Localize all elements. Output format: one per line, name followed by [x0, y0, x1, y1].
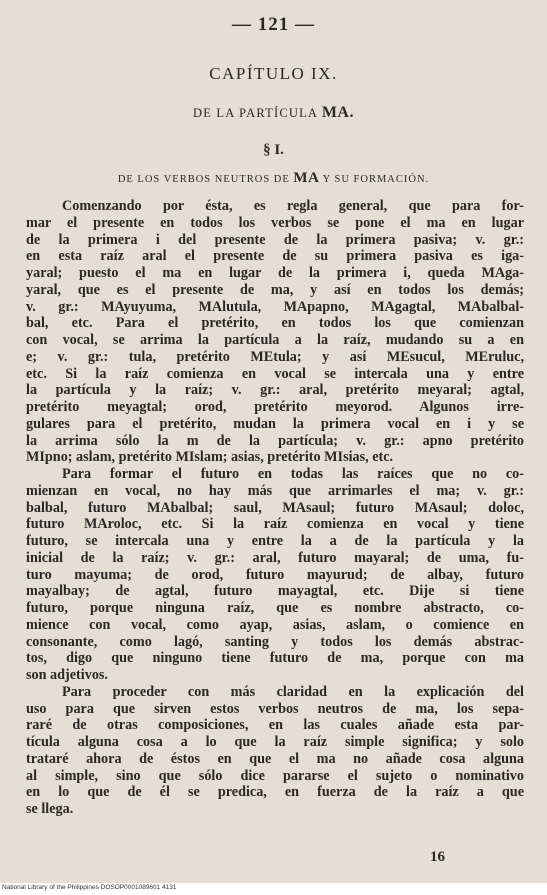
text-line: al simple, sino que sólo dice pararse el sujeto o nominativo	[26, 767, 524, 784]
footer-strip	[0, 883, 547, 895]
text-line: Comenzando por ésta, es regla general, que para for-	[62, 198, 524, 214]
chapter-subtitle-particle: MA.	[321, 104, 354, 121]
text-line: futuro, se intercala una y entre la a de la partícula y la	[26, 533, 524, 549]
chapter-subtitle	[0, 104, 547, 122]
text-line: en esta raíz aral el presente de su primera pasiva es iga-	[26, 248, 524, 265]
text-line: MIpno; aslam, pretérito MIslam; asias, pretérito MIsias, etc.	[26, 449, 394, 466]
text-line: la partícula y la raíz; v. gr.: aral, pretérito meyaral; agtal,	[26, 382, 524, 399]
section-heading-prefix: DE LOS VERBOS NEUTROS DE	[117, 174, 290, 185]
text-line: mienzan en vocal, no hay más que arrimarles el ma; v. gr.:	[26, 482, 524, 499]
text-line: futuro, porque ninguna raíz, que es nombre abstracto, co-	[26, 600, 524, 616]
chapter-title: CAPÍTULO IX.	[209, 64, 338, 83]
text-line: mar el presente en todos los verbos se pone el ma en lugar	[26, 214, 524, 231]
section-heading-particle: MA	[293, 170, 320, 186]
text-line: mayalbay; de agtal, futuro mayagtal, etc. Dije si tiene	[26, 583, 524, 600]
section-heading-suffix: Y SU FORMACIÓN.	[322, 174, 430, 185]
text-line: con vocal, se arrima la partícula a la raíz, mudando su a en	[26, 332, 524, 348]
text-line: e; v. gr.: tula, pretérito MEtula; y así MEsucul, MEruluc,	[26, 348, 524, 365]
text-line: futuro MAroloc, etc. Si la raíz comienza en vocal y tiene	[26, 516, 524, 533]
text-line: balbal, futuro MAbalbal; saul, MAsaul; futuro MAsaul; doloc,	[26, 499, 524, 516]
text-line: Para proceder con más claridad en la explicación del	[62, 683, 524, 700]
chapter-subtitle-text: DE LA PARTÍCULA	[193, 106, 318, 120]
section-heading	[0, 170, 547, 187]
text-line: bal, etc. Para el pretérito, en todos los que comienzan	[26, 315, 524, 332]
text-line: uso para que sirven estos verbos neutros de ma, los sepa-	[26, 700, 524, 717]
text-line: gulares para el pretérito, mudan la primera vocal en i y se	[26, 415, 524, 432]
text-line: turo mayuma; de orod, futuro mayurud; de albay, futuro	[26, 566, 524, 583]
text-line: se llega.	[26, 801, 74, 817]
text-line: tícula alguna cosa a lo que la raíz simple significa; y solo	[26, 734, 524, 750]
footer-credit: National Library of the Philippines DOSOP0001089601 4131	[2, 884, 177, 891]
text-line: raré de otras composiciones, en las cuales añade esta par-	[26, 717, 524, 734]
text-line: la arrima sólo la m de la partícula; v. gr.: apno pretérito	[26, 432, 524, 449]
signature-folio: 16	[430, 849, 445, 865]
text-line: etc. Si la raíz comienza en vocal se intercala una y entre	[26, 365, 524, 382]
text-line: yaral, que es el presente de ma, y así en todos los demás;	[26, 281, 524, 298]
text-line: tos, digo que ninguno tiene futuro de ma, porque con ma	[26, 650, 524, 667]
text-line: Para formar el futuro en todas las raíces que no co-	[62, 466, 524, 482]
text-line: son adjetivos.	[26, 667, 108, 683]
body-text	[26, 198, 524, 818]
page-number: — 121 —	[232, 14, 315, 35]
text-line: en lo que de él se predica, en fuerza de la raíz a que	[26, 784, 524, 801]
text-line: inicial de la raíz; v. gr.: aral, futuro mayaral; de uma, fu-	[26, 549, 524, 566]
text-line: consonante, como lagó, santing y todos los demás abstrac-	[26, 633, 524, 650]
text-line: pretérito meyagtal; orod, pretérito meyorod. Algunos irre-	[26, 399, 524, 415]
text-line: yaral; puesto el ma en lugar de la primera i, queda MAga-	[26, 265, 524, 281]
text-line: de la primera i del presente de la primera pasiva; v. gr.:	[26, 231, 524, 248]
text-line: trataré ahora de éstos en que el ma no añade cosa alguna	[26, 750, 524, 767]
section-mark: § I.	[263, 142, 284, 158]
text-line: v. gr.: MAyuyuma, MAlutula, MApapno, MAgagtal, MAbalbal-	[26, 298, 524, 315]
text-line: mience con vocal, como ayap, asias, aslam, o comience en	[26, 616, 524, 633]
